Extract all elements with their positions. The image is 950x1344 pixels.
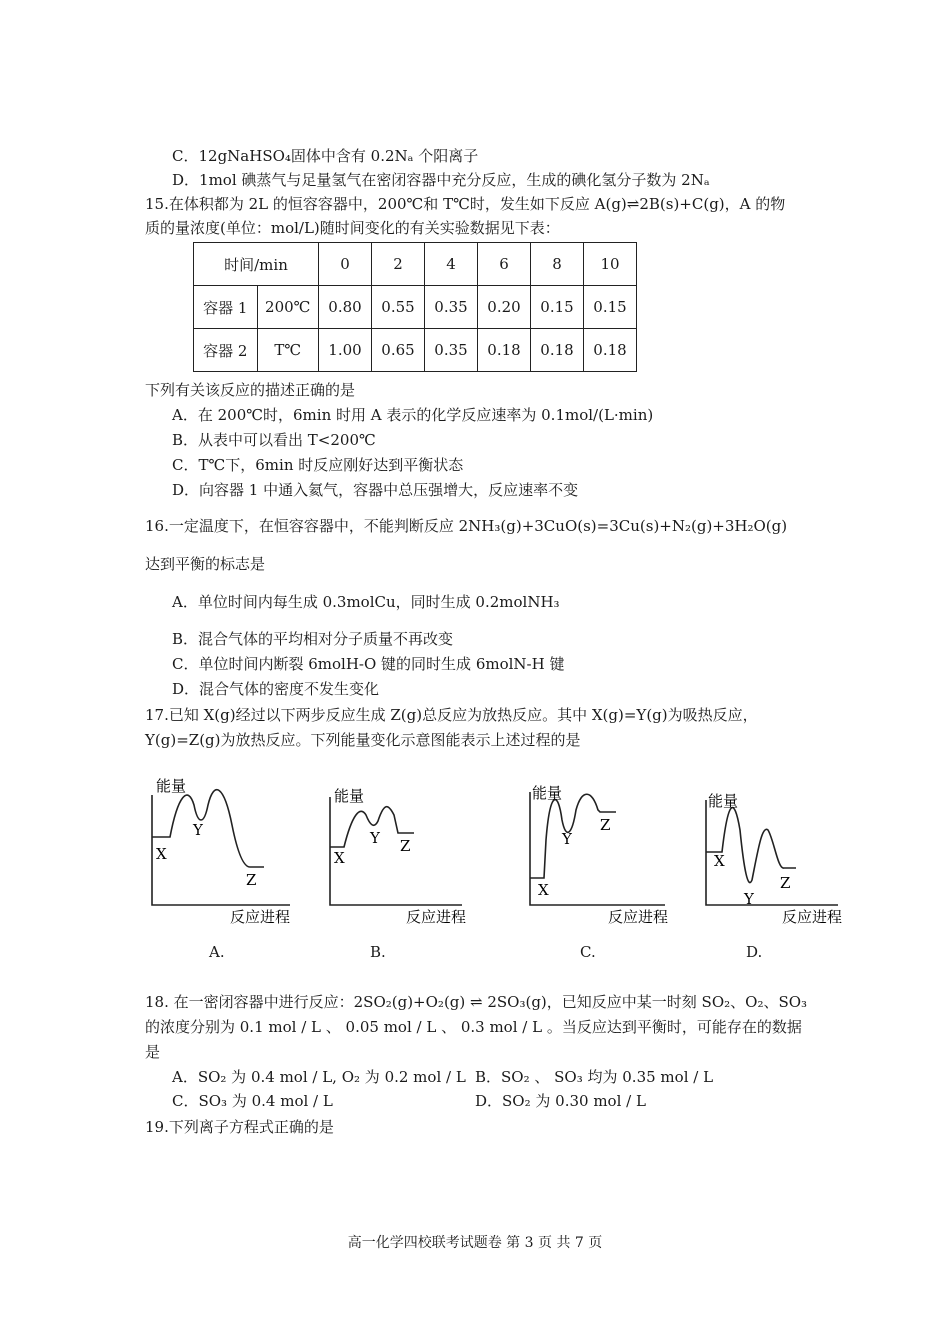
species-z-label: Z — [600, 816, 611, 834]
x-axis-label: 反应进程 — [608, 908, 669, 926]
choice-label-b: B. — [370, 943, 386, 961]
x-axis-label: 反应进程 — [406, 908, 467, 926]
q17-stem-line1: 17.已知 X(g)经过以下两步反应生成 Z(g)总反应为放热反应。其中 X(g)=Y(g)为吸热反应， — [145, 706, 758, 724]
q15-data-table — [193, 242, 637, 372]
table-row — [194, 286, 637, 329]
choice-label-a: A. — [209, 943, 225, 961]
q15-option-b: B．从表中可以看出 T<200℃ — [172, 431, 376, 449]
q17-stem-line2: Y(g)=Z(g)为放热反应。下列能量变化示意图能表示上述过程的是 — [145, 731, 581, 749]
table-row-temp: 200℃ — [257, 286, 319, 329]
q18-stem-line1: 18. 在一密闭容器中进行反应：2SO₂(g)+O₂(g) ⇌ 2SO₃(g)，已知反应中某一时刻 SO₂、O₂、SO₃ — [145, 993, 808, 1011]
q16-stem-line1: 16.一定温度下，在恒容容器中，不能判断反应 2NH₃(g)+3CuO(s)=3Cu(s)+N₂(g)+3H₂O(g) — [145, 517, 788, 535]
table-time-cell: 8 — [531, 243, 584, 286]
table-row-name: 容器 2 — [194, 329, 258, 372]
q18-stem-line2: 的浓度分别为 0.1 mol / L 、 0.05 mol / L 、 0.3 mol / L 。当反应达到平衡时，可能存在的数据 — [145, 1018, 802, 1036]
q18-option-d: D．SO₂ 为 0.30 mol / L — [475, 1092, 646, 1110]
x-axis-label: 反应进程 — [230, 908, 291, 926]
table-row-name: 容器 1 — [194, 286, 258, 329]
table-header-label: 时间/min — [194, 243, 319, 286]
y-axis-label: 能量 — [708, 792, 739, 810]
species-x-label: X — [334, 849, 345, 867]
species-y-label: Y — [744, 890, 754, 908]
q15-prompt: 下列有关该反应的描述正确的是 — [145, 381, 356, 399]
table-cell: 0.55 — [372, 286, 425, 329]
table-time-cell: 0 — [319, 243, 372, 286]
q16-option-a: A．单位时间内每生成 0.3molCu，同时生成 0.2molNH₃ — [172, 593, 560, 611]
q18-option-b: B．SO₂ 、 SO₃ 均为 0.35 mol / L — [475, 1068, 714, 1086]
x-axis-label: 反应进程 — [782, 908, 843, 926]
table-cell: 0.20 — [478, 286, 531, 329]
q14-option-d: D．1mol 碘蒸气与足量氢气在密闭容器中充分反应，生成的碘化氢分子数为 2Nₐ — [172, 171, 710, 189]
table-cell: 0.18 — [478, 329, 531, 372]
table-cell: 0.18 — [584, 329, 637, 372]
table-cell: 0.65 — [372, 329, 425, 372]
table-row-temp: T℃ — [257, 329, 319, 372]
table-time-cell: 4 — [425, 243, 478, 286]
q19-stem: 19.下列离子方程式正确的是 — [145, 1118, 334, 1136]
table-time-cell: 2 — [372, 243, 425, 286]
y-axis-label: 能量 — [334, 787, 365, 805]
q16-stem-line2: 达到平衡的标志是 — [145, 555, 266, 573]
q15-stem-line2: 质的量浓度(单位：mol/L)随时间变化的有关实验数据见下表： — [145, 219, 560, 237]
energy-diagram-a — [140, 775, 300, 935]
species-x-label: X — [714, 852, 725, 870]
table-time-cell: 6 — [478, 243, 531, 286]
species-y-label: Y — [370, 829, 380, 847]
choice-label-d: D. — [746, 943, 763, 961]
q16-option-d: D．混合气体的密度不发生变化 — [172, 680, 380, 698]
species-z-label: Z — [400, 837, 411, 855]
q15-stem-line1: 15.在体积都为 2L 的恒容容器中，200℃和 T℃时，发生如下反应 A(g)⇌2B(s)+C(g)，A 的物 — [145, 195, 786, 213]
species-z-label: Z — [246, 871, 257, 889]
y-axis-label: 能量 — [532, 784, 563, 802]
table-cell: 0.15 — [584, 286, 637, 329]
table-row — [194, 329, 637, 372]
choice-label-c: C. — [580, 943, 596, 961]
energy-diagram-c — [520, 780, 680, 935]
q18-option-a: A．SO₂ 为 0.4 mol / L, O₂ 为 0.2 mol / L — [172, 1068, 466, 1086]
q18-stem-line3: 是 — [145, 1043, 161, 1061]
table-cell: 0.35 — [425, 329, 478, 372]
species-y-label: Y — [562, 830, 572, 848]
table-cell: 0.35 — [425, 286, 478, 329]
y-axis-label: 能量 — [156, 777, 187, 795]
species-x-label: X — [538, 881, 549, 899]
energy-diagram-d — [700, 790, 850, 935]
q15-option-c: C．T℃下，6min 时反应刚好达到平衡状态 — [172, 456, 464, 474]
q16-option-c: C．单位时间内断裂 6molH-O 键的同时生成 6molN-H 键 — [172, 655, 565, 673]
species-x-label: X — [156, 845, 167, 863]
energy-diagram-b — [322, 785, 482, 935]
species-z-label: Z — [780, 874, 791, 892]
q15-option-a: A．在 200℃时，6min 时用 A 表示的化学反应速率为 0.1mol/(L·min) — [172, 406, 654, 424]
q16-option-b: B．混合气体的平均相对分子质量不再改变 — [172, 630, 454, 648]
table-header-row — [194, 243, 637, 286]
species-y-label: Y — [193, 821, 203, 839]
table-cell: 0.18 — [531, 329, 584, 372]
q15-option-d: D．向容器 1 中通入氦气，容器中总压强增大，反应速率不变 — [172, 481, 579, 499]
table-cell: 0.15 — [531, 286, 584, 329]
q18-option-c: C．SO₃ 为 0.4 mol / L — [172, 1092, 333, 1110]
table-time-cell: 10 — [584, 243, 637, 286]
table-cell: 0.80 — [319, 286, 372, 329]
q14-option-c: C．12gNaHSO₄固体中含有 0.2Nₐ 个阳离子 — [172, 147, 479, 165]
table-cell: 1.00 — [319, 329, 372, 372]
page-footer: 高一化学四校联考试题卷 第 3 页 共 7 页 — [347, 1235, 603, 1251]
